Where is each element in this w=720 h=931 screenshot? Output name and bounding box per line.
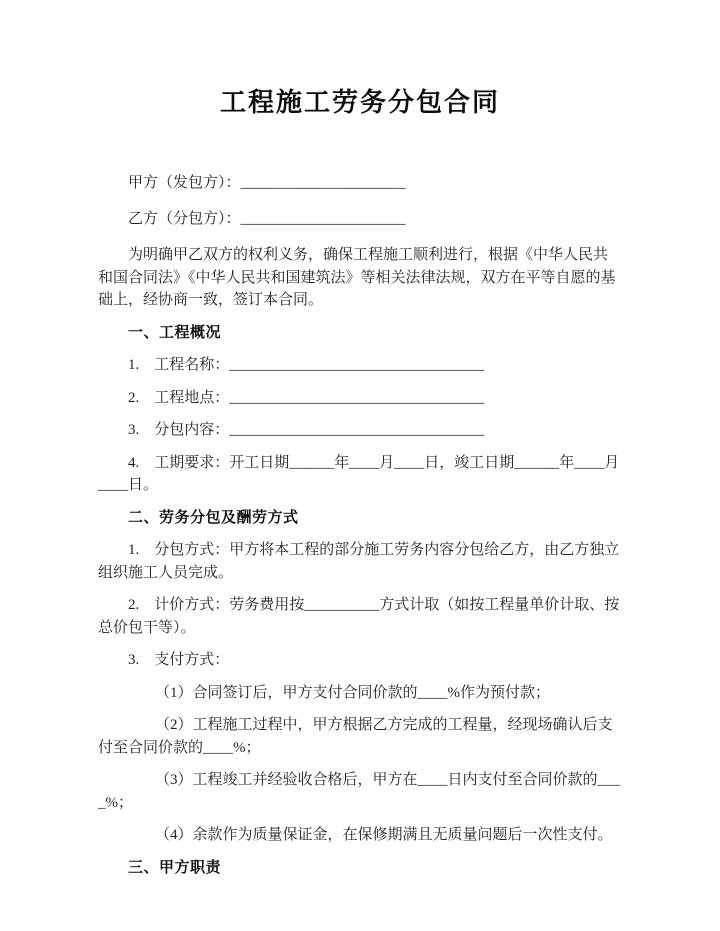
section-2-item-subcontract-method: 1. 分包方式：甲方将本工程的部分施工劳务内容分包给乙方，由乙方独立组织施工人员完成。 — [98, 542, 620, 581]
party-a-blank-field: ______________________ — [240, 175, 406, 191]
document-title: 工程施工劳务分包合同 — [219, 88, 500, 117]
party-b-line — [98, 208, 622, 231]
section-2-item-payment-method: 3. 支付方式： — [128, 652, 230, 668]
section-2-item-pricing-method: 2. 计价方式：劳务费用按__________方式计取（如按工程量单价计取、按总价包干等）。 — [98, 597, 620, 636]
section-1-item-subcontract-content: 3. 分包内容：__________________________________ — [128, 422, 485, 438]
payment-subitem-1: （1）合同签订后，甲方支付合同价款的____%作为预付款； — [155, 684, 550, 701]
party-b-label: 乙方（分包方）： — [128, 211, 241, 227]
section-1-item-project-name: 1. 工程名称：__________________________________ — [128, 357, 485, 373]
payment-subitem-2: （2）工程施工过程中，甲方根据乙方完成的工程量，经现场确认后支付至合同价款的____%； — [98, 717, 613, 756]
section-1-item-schedule: 4. 工期要求：开工日期______年____月____日，竣工日期______年____月____日。 — [98, 454, 620, 493]
intro-paragraph: 为明确甲乙双方的权利义务，确保工程施工顺利进行，根据《中华人民共和国合同法》《中华人民共和国建筑法》等相关法律法规，双方在平等自愿的基础上，经协商一致，签订本合同。 — [98, 247, 616, 308]
party-a-line — [98, 172, 622, 195]
section-1-item-project-location: 2. 工程地点：__________________________________ — [128, 389, 485, 406]
section-1-heading: 一、工程概况 — [128, 324, 222, 341]
payment-subitem-4: （4）余款作为质量保证金，在保修期满且无质量问题后一次性支付。 — [155, 827, 613, 843]
section-2-heading: 二、劳务分包及酬劳方式 — [128, 509, 299, 526]
payment-subitem-3: （3）工程竣工并经验收合格后，甲方在____日内支付至合同价款的____%； — [98, 772, 621, 811]
section-3-heading: 三、甲方职责 — [128, 859, 222, 876]
party-a-label: 甲方（发包方）： — [128, 175, 241, 191]
party-b-blank-field: ______________________ — [240, 211, 406, 227]
